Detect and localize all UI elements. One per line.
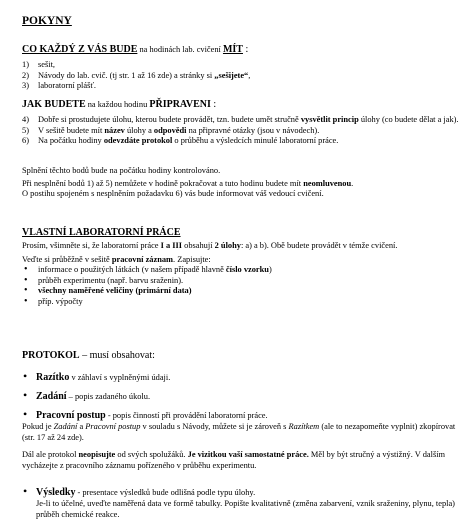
list-item: 2) Návody do lab. cvič. (tj str. 1 až 16 zde) a stránky si „sešijete“, [22,70,251,80]
list-item: 3) laboratorní plášť. [22,81,96,91]
list-item: • informace o použitých látkách (v našem případě hlavně číslo vzorku) [22,265,462,276]
list-item: • Výsledky - presentace výsledků bude odlišná podle typu úlohy. [22,487,462,499]
section-pripraveni-list [22,115,462,147]
list-item: • Razítko v záhlaví s vyplněnými údaji. [22,372,462,384]
page-title: POKYNY [22,15,72,27]
section-vysledky: • Výsledky - presentace výsledků bude odlišná podle typu úlohy. Je-li to účelné, uveďte naměřená data ve formě tabulky. Popište kvalitativně (změna zabarvení, vznik sraženiny, plynu, tepla) průběh chemické reakce. [22,487,462,520]
section-pripraveni-heading: JAK BUDETE na každou hodinu PŘIPRAVENI : [22,99,217,110]
list-item: • všechny naměřené veličiny (primární data) [22,286,462,297]
section-laboratorni-prace-body: Prosím, všimněte si, že laboratorní práce I a III obsahují 2 úlohy: a) a b). Obě budete provádět v témže cvičení. Veďte si průběžně v sešitě pracovní záznam. Zapisujte: • informace o použitých látkách (v našem případě hlavně číslo vzorku) • průběh experimentu (např. barvu sraženin). • všechny naměřené veličiny (primární data) • příp. výpočty [22,241,462,308]
list-item: • Pracovní postup - popis činností při provádění laboratorní práce. [22,410,462,422]
section-pripraveni-notes: Splnění těchto bodů bude na počátku hodiny kontrolováno. Při nesplnění bodů 1) až 5) nemůžete v hodině pokračovat a tuto hodinu budete mít neomluvenou. O postihu spojeném s nesplněním požadavku 6) vás bude informovat váš vedoucí cvičení. [22,166,354,199]
section-laboratorni-prace-heading: VLASTNÍ LABORATORNÍ PRÁCE [22,227,181,238]
section-co-mit-list [22,60,462,92]
list-item: • příp. výpočty [22,297,462,308]
section-co-mit-heading: CO KAŽDÝ Z VÁS BUDE na hodinách lab. cvičení MÍT : [22,44,249,55]
list-item: 6) Na počátku hodiny odevzdáte protokol o průběhu a výsledcích minulé laboratorní práce. [22,136,339,146]
list-item: 1) sešit, [22,60,55,69]
list-item: • Zadání – popis zadaného úkolu. [22,391,462,403]
list-item: 5) V sešitě budete mít název úlohy a odpovědi na připravné otázky (jsou v návodech). [22,125,320,135]
section-protokol-body: • Razítko v záhlaví s vyplněnými údaji. • Zadání – popis zadaného úkolu. • Pracovní postup - popis činností při provádění laboratorní práce. Pokud je Zadání a Pracovní postup v souladu s Návody, můžete si je zároveň s Razítkem (ale to nezapomeňte vyplnit) zkopírovat (str. 17 až 24 zde). [22,372,462,443]
section-protokol-heading: PROTOKOL – musí obsahovat: [22,350,155,361]
section-protokol-note: Dál ale protokol neopisujte od svých spolužáků. Je vizitkou vaší samostatné práce. Měl by být stručný a výstižný. V dalším vycházejte z pracovního záznamu pořízeného v průběhu experimentu. [22,450,446,470]
list-item: 4) Dobře si prostudujete úlohu, kterou budete provádět, tzn. budete umět stručně vysvětlit princip úlohy (co budete dělat a jak). [22,115,459,124]
list-item: • průběh experimentu (např. barvu sraženin). [22,276,462,287]
